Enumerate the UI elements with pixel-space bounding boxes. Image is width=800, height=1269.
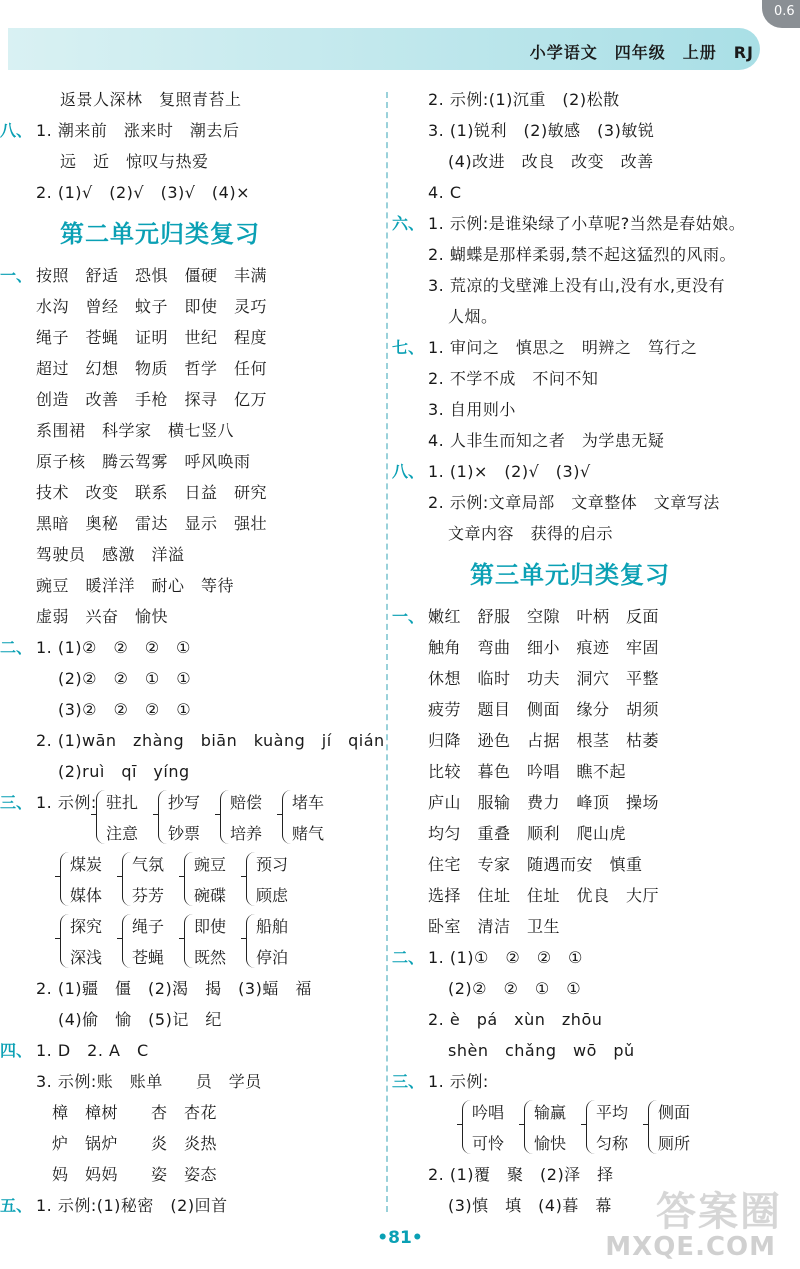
answer-text: 樟 樟树 杏 杏花 <box>52 1103 218 1122</box>
answer-text: 庐山 服输 费力 峰顶 操场 <box>428 793 660 812</box>
answer-line <box>398 425 800 456</box>
word-pair <box>534 1097 566 1159</box>
answer-text: 休想 临时 功夫 洞穴 平整 <box>428 669 660 688</box>
pair-word: 可怜 <box>472 1134 505 1153</box>
answer-line <box>0 1128 382 1159</box>
answer-line <box>398 270 800 301</box>
answer-text: 系围裙 科学家 横七竖八 <box>36 421 235 440</box>
word-pair <box>70 849 102 911</box>
brace-icon <box>648 1100 657 1154</box>
pair-word: 豌豆 <box>194 855 227 874</box>
answer-text: 4. 人非生而知之者 为学患无疑 <box>428 431 665 450</box>
section-heading: 第三单元归类复习 <box>470 561 670 589</box>
pair-word: 既然 <box>194 948 227 967</box>
answer-line <box>398 115 800 146</box>
answer-line <box>392 208 800 239</box>
pair-word: 驻扎 <box>106 793 139 812</box>
answer-line <box>398 911 800 942</box>
answer-text: 1. (1)× (2)√ (3)√ <box>428 462 591 481</box>
pair-word: 碗碟 <box>194 886 227 905</box>
answer-text: 技术 改变 联系 日益 研究 <box>36 483 268 502</box>
answer-text: 文章内容 获得的启示 <box>448 524 614 543</box>
answer-line <box>0 84 382 115</box>
brace-icon <box>122 852 131 906</box>
answer-text: 1. 示例:是谁染绿了小草呢?当然是春姑娘。 <box>428 214 746 233</box>
word-pair-row <box>0 849 382 911</box>
answer-text: 4. C <box>428 183 462 202</box>
answer-line <box>392 1066 800 1097</box>
page-header-title: 小学语文 四年级 上册 RJ <box>529 43 754 62</box>
section-heading: 第二单元归类复习 <box>60 220 260 248</box>
answer-text: 2. (1)√ (2)√ (3)√ (4)× <box>36 183 251 202</box>
answer-line <box>0 477 382 508</box>
pair-word: 预习 <box>256 855 289 874</box>
answer-line <box>0 177 382 208</box>
answer-line <box>0 601 382 632</box>
pair-word: 深浅 <box>70 948 103 967</box>
pair-word: 苍蝇 <box>132 948 165 967</box>
word-pair <box>658 1097 690 1159</box>
pair-word: 侧面 <box>658 1103 691 1122</box>
answer-line <box>0 632 382 663</box>
answer-line <box>398 518 800 549</box>
pair-word: 吟唱 <box>472 1103 505 1122</box>
answer-line <box>398 394 800 425</box>
answer-text: 黑暗 奥秘 雷达 显示 强壮 <box>36 514 268 533</box>
answer-text: 炉 锅炉 炎 炎热 <box>52 1134 218 1153</box>
answer-text: 疲劳 题目 侧面 缘分 胡须 <box>428 700 660 719</box>
answer-line <box>0 446 382 477</box>
answer-text: 触角 弯曲 细小 痕迹 牢固 <box>428 638 660 657</box>
answer-line <box>0 115 382 146</box>
word-pair <box>168 787 200 849</box>
answer-line <box>398 818 800 849</box>
answer-text: 水沟 曾经 蚊子 即使 灵巧 <box>36 297 268 316</box>
answer-text: 2. 示例:文章局部 文章整体 文章写法 <box>428 493 720 512</box>
answer-text: 嫩红 舒服 空隙 叶柄 反面 <box>428 607 660 626</box>
answer-line <box>0 508 382 539</box>
answer-line <box>398 363 800 394</box>
answer-text: 1. (1)① ② ② ① <box>428 948 583 967</box>
watermark-logo: 答案圈 <box>656 1189 782 1235</box>
answer-line <box>398 1035 800 1066</box>
pair-word: 即使 <box>194 917 227 936</box>
brace-icon <box>184 914 193 968</box>
column-divider <box>386 92 388 1212</box>
answer-line <box>0 1159 382 1190</box>
question-marker: 三、 <box>0 793 33 812</box>
answer-line <box>0 1066 382 1097</box>
word-pair <box>472 1097 504 1159</box>
answer-text: 3. 荒凉的戈壁滩上没有山,没有水,更没有 <box>428 276 726 295</box>
answer-line <box>398 973 800 1004</box>
answer-text: 比较 暮色 吟唱 瞧不起 <box>428 762 627 781</box>
pair-word: 注意 <box>106 824 139 843</box>
answer-text: 1. D 2. A C <box>36 1041 149 1060</box>
word-pair <box>230 787 262 849</box>
answer-line <box>398 725 800 756</box>
answer-line <box>0 1035 382 1066</box>
answer-text: 3. (1)锐利 (2)敏感 (3)敏锐 <box>428 121 655 140</box>
question-marker: 六、 <box>392 214 425 233</box>
answer-line <box>0 973 382 1004</box>
pair-word: 赔偿 <box>230 793 263 812</box>
question-marker: 七、 <box>392 338 425 357</box>
word-pair <box>256 849 288 911</box>
brace-icon <box>586 1100 595 1154</box>
brace-icon <box>462 1100 471 1154</box>
answer-line <box>398 694 800 725</box>
brace-icon <box>158 790 167 844</box>
answer-text: 1. (1)② ② ② ① <box>36 638 191 657</box>
answer-line <box>0 570 382 601</box>
pair-word: 匀称 <box>596 1134 629 1153</box>
word-pair <box>70 911 102 973</box>
word-pair-row <box>398 1097 800 1159</box>
answer-line <box>392 332 800 363</box>
answer-text: 2. 不学不成 不问不知 <box>428 369 599 388</box>
answer-line <box>0 1004 382 1035</box>
word-pair <box>106 787 138 849</box>
answer-line <box>392 942 800 973</box>
answer-line <box>398 239 800 270</box>
answer-line <box>398 146 800 177</box>
answer-text: 2. (1)疆 僵 (2)渴 揭 (3)蝠 福 <box>36 979 312 998</box>
answer-text: 人烟。 <box>448 307 498 326</box>
word-pair <box>194 911 226 973</box>
answer-text: 住宅 专家 随遇而安 慎重 <box>428 855 643 874</box>
answer-line <box>398 880 800 911</box>
answer-line <box>0 384 382 415</box>
answer-line <box>398 177 800 208</box>
brace-icon <box>246 852 255 906</box>
answer-text: (2)② ② ① ① <box>58 669 192 688</box>
pair-word: 绳子 <box>132 917 165 936</box>
answer-line <box>398 663 800 694</box>
answer-line <box>0 756 382 787</box>
brace-icon <box>96 790 105 844</box>
answer-text: 1. 示例: <box>428 1072 489 1091</box>
answer-text: 1. 审问之 慎思之 明辨之 笃行之 <box>428 338 698 357</box>
question-marker: 一、 <box>392 607 425 626</box>
answer-line <box>398 756 800 787</box>
answer-line <box>398 632 800 663</box>
pair-word: 平均 <box>596 1103 629 1122</box>
pair-word: 赌气 <box>292 824 325 843</box>
pair-word: 钞票 <box>168 824 201 843</box>
answer-line <box>0 1097 382 1128</box>
answer-line <box>0 725 385 756</box>
pair-word: 媒体 <box>70 886 103 905</box>
answer-line <box>398 84 800 115</box>
answer-line <box>392 456 800 487</box>
answer-line <box>0 539 382 570</box>
answer-text: 2. (1)wān zhàng biān kuàng jí qián <box>36 731 385 750</box>
answer-line <box>398 849 800 880</box>
watermark-url: MXQE.COM <box>605 1232 776 1262</box>
brace-icon <box>60 914 69 968</box>
answer-text: shèn chǎng wō pǔ <box>448 1041 635 1060</box>
question-marker: 三、 <box>392 1072 425 1091</box>
pair-word: 培养 <box>230 824 263 843</box>
answer-text: (4)改进 改良 改变 改善 <box>448 152 654 171</box>
answer-line <box>398 1004 800 1035</box>
answer-text: 原子核 腾云驾雾 呼风唤雨 <box>36 452 251 471</box>
answer-text: 创造 改善 手枪 探寻 亿万 <box>36 390 268 409</box>
corner-badge: 0.6 <box>762 0 800 28</box>
question-marker: 四、 <box>0 1041 33 1060</box>
pair-word: 输赢 <box>534 1103 567 1122</box>
answer-text: 归降 逊色 占据 根茎 枯萎 <box>428 731 660 750</box>
answer-line <box>0 260 382 291</box>
question-marker: 二、 <box>392 948 425 967</box>
word-pair <box>132 911 164 973</box>
answer-text: 1. 示例: <box>36 793 97 812</box>
answer-text: (2)ruì qī yíng <box>58 762 190 781</box>
answer-text: (2)② ② ① ① <box>448 979 582 998</box>
pair-word: 芬芳 <box>132 886 165 905</box>
answer-line <box>0 663 382 694</box>
question-marker: 八、 <box>392 462 425 481</box>
answer-text: (4)偷 愉 (5)记 纪 <box>58 1010 222 1029</box>
brace-icon <box>282 790 291 844</box>
answer-line <box>398 487 800 518</box>
word-pair <box>292 787 324 849</box>
answer-text: 2. 蝴蝶是那样柔弱,禁不起这猛烈的风雨。 <box>428 245 736 264</box>
brace-icon <box>524 1100 533 1154</box>
word-pair <box>194 849 226 911</box>
right-column <box>392 84 800 1221</box>
left-column <box>0 84 385 1221</box>
question-marker: 八、 <box>0 121 33 140</box>
word-pair <box>596 1097 628 1159</box>
pair-word: 抄写 <box>168 793 201 812</box>
answer-text: 2. è pá xùn zhōu <box>428 1010 603 1029</box>
answer-text: 2. (1)覆 聚 (2)泽 择 <box>428 1165 614 1184</box>
answer-line <box>392 601 800 632</box>
answer-line <box>0 291 382 322</box>
page-number: •81• <box>377 1228 423 1248</box>
answer-text: 2. 示例:(1)沉重 (2)松散 <box>428 90 620 109</box>
answer-line <box>0 1190 382 1221</box>
answer-text: 3. 自用则小 <box>428 400 516 419</box>
pair-word: 探究 <box>70 917 103 936</box>
answer-text: 虚弱 兴奋 愉快 <box>36 607 169 626</box>
answer-line <box>0 353 382 384</box>
pair-word: 船舶 <box>256 917 289 936</box>
word-pair-row <box>0 787 382 849</box>
answer-text: 驾驶员 感激 洋溢 <box>36 545 185 564</box>
answer-line <box>0 415 382 446</box>
answer-text: 妈 妈妈 姿 姿态 <box>52 1165 218 1184</box>
brace-icon <box>60 852 69 906</box>
answer-line <box>0 694 382 725</box>
question-marker: 二、 <box>0 638 33 657</box>
answer-text: 均匀 重叠 顺利 爬山虎 <box>428 824 627 843</box>
answer-line <box>0 146 382 177</box>
pair-word: 堵车 <box>292 793 325 812</box>
answer-text: 1. 潮来前 涨来时 潮去后 <box>36 121 240 140</box>
answer-text: (3)② ② ② ① <box>58 700 192 719</box>
answer-text: 卧室 清洁 卫生 <box>428 917 561 936</box>
answer-text: 返景人深林 复照青苔上 <box>60 90 242 109</box>
answer-text: 按照 舒适 恐惧 僵硬 丰满 <box>36 266 268 285</box>
question-marker: 五、 <box>0 1196 33 1215</box>
word-pair <box>256 911 288 973</box>
answer-text: 选择 住址 住址 优良 大厅 <box>428 886 660 905</box>
answer-text: 豌豆 暖洋洋 耐心 等待 <box>36 576 235 595</box>
answer-line <box>0 322 382 353</box>
answer-text: 1. 示例:(1)秘密 (2)回首 <box>36 1196 228 1215</box>
pair-word: 煤炭 <box>70 855 103 874</box>
answer-text: 3. 示例:账 账单 员 学员 <box>36 1072 262 1091</box>
answer-text: 超过 幻想 物质 哲学 任何 <box>36 359 268 378</box>
answer-line <box>398 787 800 818</box>
pair-word: 愉快 <box>534 1134 567 1153</box>
brace-icon <box>220 790 229 844</box>
answer-text: 远 近 惊叹与热爱 <box>60 152 209 171</box>
pair-word: 顾虑 <box>256 886 289 905</box>
brace-icon <box>184 852 193 906</box>
answer-line <box>398 301 800 332</box>
word-pair <box>132 849 164 911</box>
word-pair-row <box>0 911 382 973</box>
answer-text: 绳子 苍蝇 证明 世纪 程度 <box>36 328 268 347</box>
answer-text: (3)慎 填 (4)暮 幕 <box>448 1196 612 1215</box>
pair-word: 厕所 <box>658 1134 691 1153</box>
brace-icon <box>246 914 255 968</box>
brace-icon <box>122 914 131 968</box>
pair-word: 停泊 <box>256 948 289 967</box>
pair-word: 气氛 <box>132 855 165 874</box>
question-marker: 一、 <box>0 266 33 285</box>
